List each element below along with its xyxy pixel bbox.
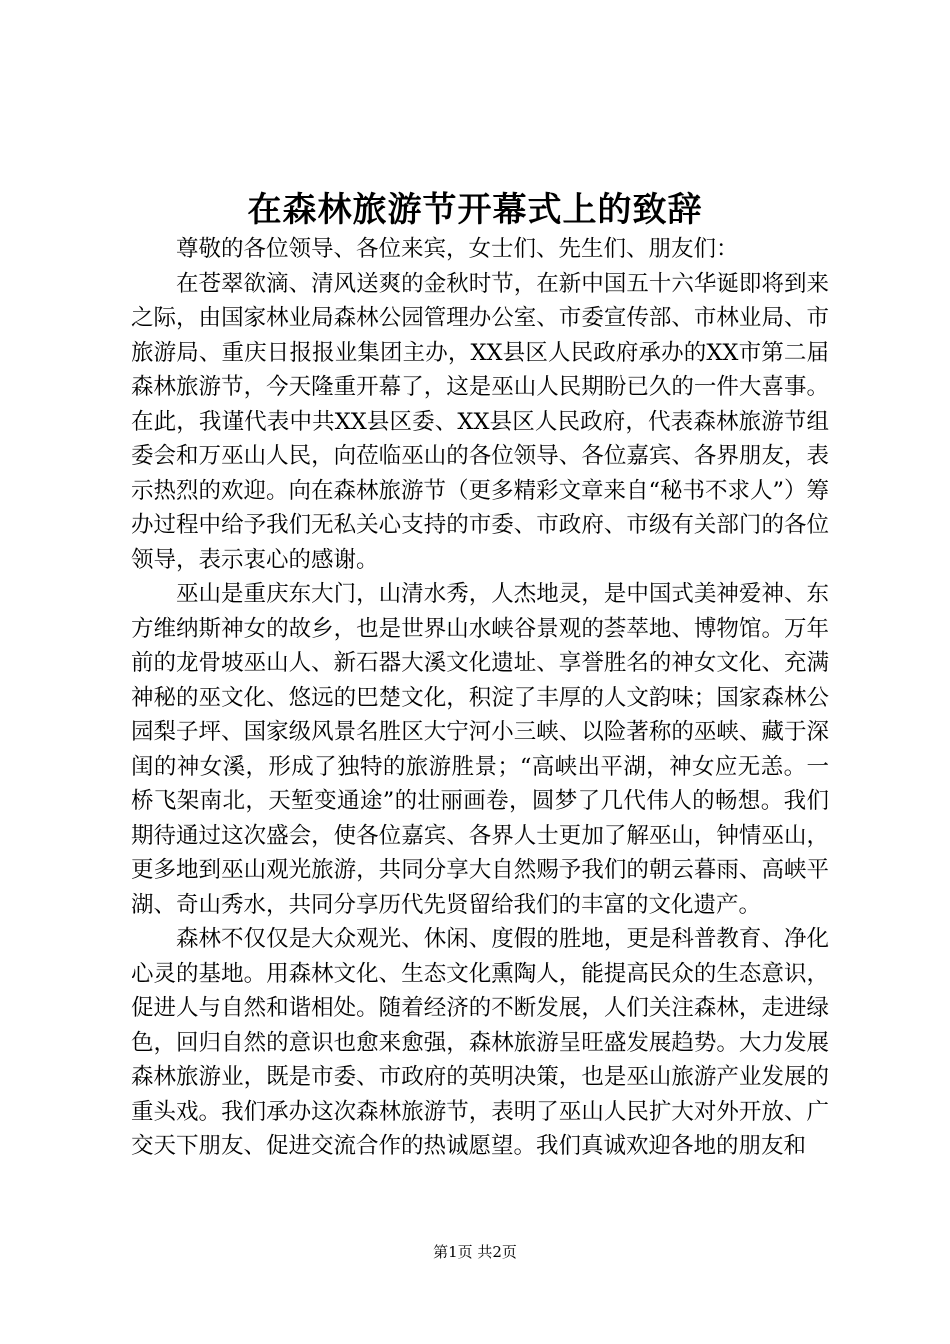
document-body (131, 232, 829, 1164)
page-footer: 第1页 共2页 (433, 1243, 517, 1261)
body-paragraph-2: 巫山是重庆东大门，山清水秀，人杰地灵，是中国式美神爱神、东方维纳斯神女的故乡，也是世界山水峡谷景观的荟萃地、博物馆。万年前的龙骨坡巫山人、新石器大溪文化遗址、享誉胜名的神女文化、充满神秘的巫文化、悠远的巴楚文化，积淀了丰厚的人文韵味；国家森林公园梨子坪、国家级风景名胜区大宁河小三峡、以险著称的巫峡、藏于深闺的神女溪，形成了独特的旅游胜景；“高峡出平湖，神女应无恙。一桥飞架南北，天堑变通途”的壮丽画卷，圆梦了几代伟人的畅想。我们期待通过这次盛会，使各位嘉宾、各界人士更加了解巫山，钟情巫山，更多地到巫山观光旅游，共同分享大自然赐予我们的朝云暮雨、高峡平湖、奇山秀水，共同分享历代先贤留给我们的丰富的文化遗产。 (131, 581, 829, 918)
salutation-paragraph: 尊敬的各位领导、各位来宾，女士们、先生们、朋友们： (176, 236, 739, 262)
document-title: 在森林旅游节开幕式上的致辞 (247, 190, 703, 230)
body-paragraph-1: 在苍翠欲滴、清风送爽的金秋时节，在新中国五十六华诞即将到来之际，由国家林业局森林公园管理办公室、市委宣传部、市林业局、市旅游局、重庆日报报业集团主办，XX县区人民政府承办的XX市第二届森林旅游节，今天隆重开幕了，这是巫山人民期盼已久的一件大喜事。在此，我谨代表中共XX县区委、XX县区人民政府，代表森林旅游节组委会和万巫山人民，向莅临巫山的各位领导、各位嘉宾、各界朋友，表示热烈的欢迎。向在森林旅游节（更多精彩文章来自“秘书不求人”）筹办过程中给予我们无私关心支持的市委、市政府、市级有关部门的各位领导，表示衷心的感谢。 (131, 270, 830, 573)
body-paragraph-3: 森林不仅仅是大众观光、休闲、度假的胜地，更是科普教育、净化心灵的基地。用森林文化、生态文化熏陶人，能提高民众的生态意识，促进人与自然和谐相处。随着经济的不断发展，人们关注森林，走进绿色，回归自然的意识也愈来愈强，森林旅游呈旺盛发展趋势。大力发展森林旅游业，既是市委、市政府的英明决策，也是巫山旅游产业发展的重头戏。我们承办这次森林旅游节，表明了巫山人民扩大对外开放、广交天下朋友、促进交流合作的热诚愿望。我们真诚欢迎各地的朋友和 (131, 926, 829, 1159)
